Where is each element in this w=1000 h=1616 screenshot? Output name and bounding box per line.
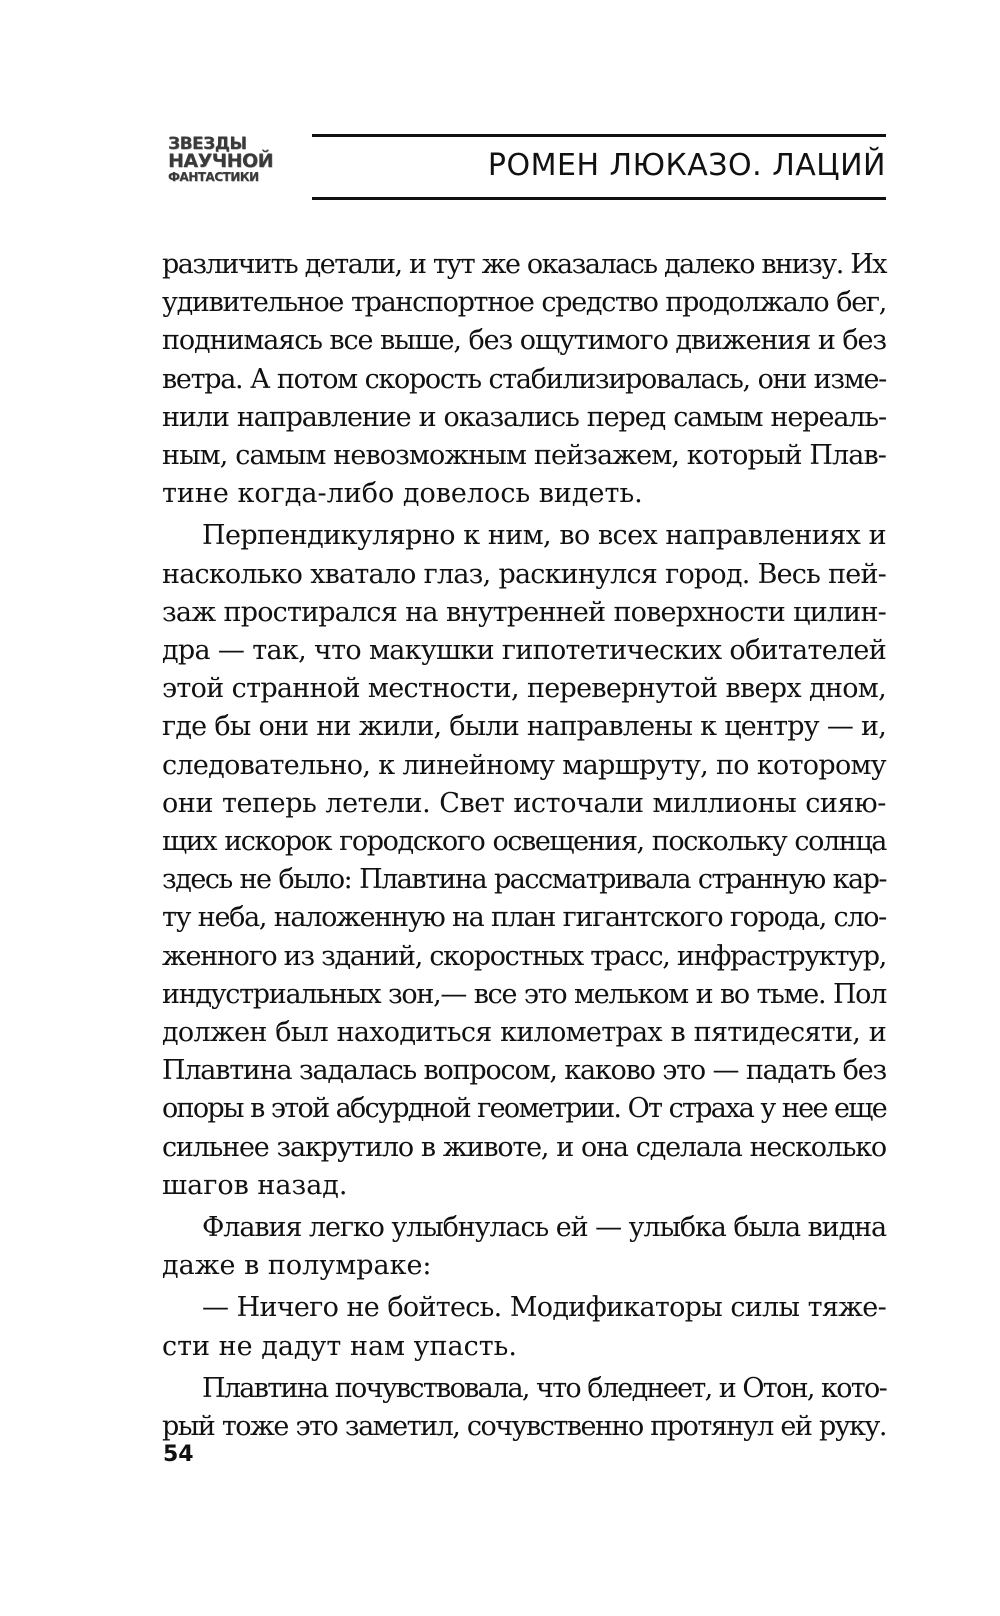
text-line: насколько хватало глаз, раскинулся город. Весь пей-	[162, 558, 886, 590]
dialogue-paragraph	[162, 1289, 886, 1365]
text-line: этой странной местности, перевернутой вверх дном,	[162, 673, 886, 705]
text-line: дра — так, что макушки гипотетических обитателей	[162, 635, 886, 667]
text-line: женного из зданий, скоростных трасс, инфраструктур,	[162, 940, 886, 972]
text-line: шагов назад.	[162, 1169, 348, 1201]
text-line: Плавтина почувствовала, что бледнеет, и Отон, кото-	[202, 1372, 886, 1404]
text-line: удивительное транспортное средство продолжало бег,	[162, 287, 886, 319]
text-line: опоры в этой абсурдной геометрии. От страха у нее еще	[162, 1093, 886, 1125]
text-line: Плавтина задалась вопросом, каково это — падать без	[162, 1055, 886, 1087]
body-text	[162, 246, 886, 1446]
text-line: где бы они ни жили, были направлены к центру — и,	[162, 711, 886, 743]
header-rule-top	[312, 134, 886, 137]
page-number: 54	[163, 1442, 194, 1467]
text-line: сильнее закрутило в животе, и она сделала несколько	[162, 1131, 886, 1163]
text-line: нили направление и оказались перед самым нереаль-	[162, 401, 886, 433]
text-line: Перпендикулярно к ним, во всех направлениях и	[202, 520, 886, 552]
text-line: ветра. А потом скорость стабилизировалась, они изме-	[162, 363, 886, 395]
text-line: ным, самым невозможным пейзажем, который Плав-	[162, 440, 886, 472]
running-header-title: РОМЕН ЛЮКАЗО. ЛАЦИЙ	[487, 148, 886, 183]
paragraph	[162, 1370, 886, 1446]
paragraph	[162, 517, 886, 1205]
series-logo	[168, 136, 286, 196]
text-line: следовательно, к линейному маршруту, по которому	[162, 749, 886, 781]
text-line: поднимаясь все выше, без ощутимого движения и без	[162, 325, 886, 357]
series-logo-line-1: ЗВЕЗДЫ	[168, 134, 247, 154]
text-line: здесь не было: Плавтина рассматривала странную кар-	[162, 864, 886, 896]
text-line: должен был находиться километрах в пятидесяти, и	[162, 1017, 886, 1049]
series-logo-line-3: ФАНТАСТИКИ	[168, 170, 259, 184]
text-line: индустриальных зон,— все это мельком и во тьме. Пол	[162, 978, 886, 1010]
paragraph	[162, 1209, 886, 1285]
text-line: даже в полумраке:	[162, 1250, 432, 1282]
text-line: различить детали, и тут же оказалась далеко внизу. Их	[162, 249, 886, 280]
text-line: рый тоже это заметил, сочувственно протянул ей руку.	[162, 1411, 886, 1443]
series-logo-line-2: НАУЧНОЙ	[168, 150, 274, 172]
paragraph	[162, 246, 886, 513]
text-line: тине когда-либо довелось видеть.	[162, 478, 643, 510]
text-line: — Ничего не бойтесь. Модификаторы силы тяже-	[202, 1292, 886, 1324]
text-line: они теперь летели. Свет источали миллионы сияю-	[162, 787, 886, 819]
header-rule-bottom	[312, 197, 886, 200]
text-line: ту неба, наложенную на план гигантского города, сло-	[162, 902, 886, 934]
text-line: сти не дадут нам упасть.	[162, 1330, 517, 1362]
text-line: заж простирался на внутренней поверхности цилин-	[162, 596, 886, 628]
text-line: щих искорок городского освещения, поскольку солнца	[162, 826, 886, 858]
text-line: Флавия легко улыбнулась ей — улыбка была видна	[202, 1212, 886, 1244]
